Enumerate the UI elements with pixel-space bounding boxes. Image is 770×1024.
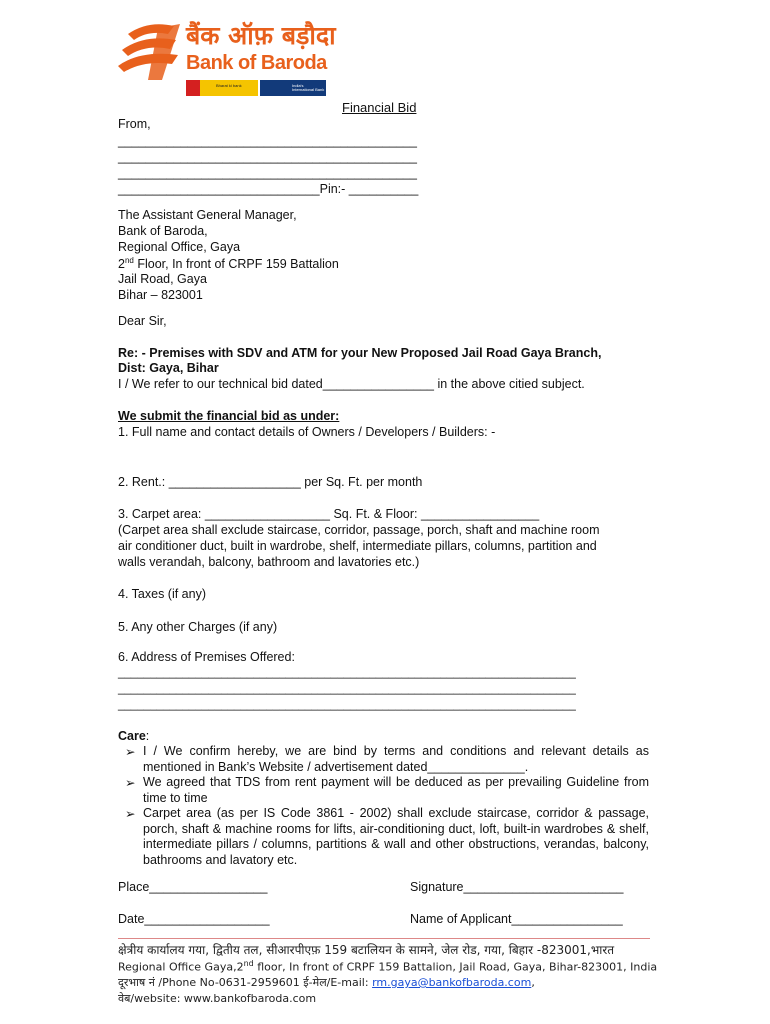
addressee-line-4 [118, 256, 339, 271]
pin-label: Pin:- [319, 182, 349, 196]
page-title: Financial Bid [342, 100, 417, 115]
footer-email-trail: , [531, 976, 535, 989]
footer-eng-b: floor, In front of CRPF 159 Battalion, Jail Road, Gaya, Bihar-823001, India [253, 960, 658, 974]
bullet-arrow-icon: ➢ [125, 807, 136, 821]
from-pin-line [118, 182, 418, 196]
footer-eng-sup: nd [243, 959, 254, 968]
item-3-note-1: (Carpet area shall exclude staircase, corridor, passage, porch, shaft and machine room [118, 523, 600, 537]
addressee-line-5: Jail Road, Gaya [118, 272, 207, 286]
care-bullet-3: Carpet area (as per IS Code 3861 - 2002) shall exclude staircase, corridor & passage, porch, shaft & machine rooms for lifts, air-conditioning duct, loft, built-in wardrobes & shelf, intermediate pillars / columns, partitions & wall and other obstructions, verandas, balcony, bathrooms and lavatory etc. [143, 806, 649, 867]
brand-badges [186, 80, 326, 96]
footer-website[interactable]: वेब/website: www.bankofbaroda.com [118, 992, 317, 1005]
item-4: 4. Taxes (if any) [118, 587, 207, 601]
submit-heading: We submit the financial bid as under: [118, 409, 340, 423]
subject-line-1: Re: - Premises with SDV and ATM for your New Proposed Jail Road Gaya Branch, [118, 346, 602, 360]
addressee-line-3: Regional Office, Gaya [118, 240, 241, 254]
item-2: 2. Rent.: ___________________ per Sq. Ft. per month [118, 475, 423, 489]
addressee-line-1: The Assistant General Manager, [118, 208, 297, 222]
footer-contact [118, 975, 535, 990]
brand-name-hindi: बैंक ऑफ़ बड़ौदा [186, 21, 336, 50]
floor-number: 2 [118, 257, 125, 272]
addressee-line-2: Bank of Baroda, [118, 224, 208, 238]
address-line-3: _______________________________________________________________________ [118, 698, 576, 711]
international-bank-badge [260, 80, 326, 96]
badge-red-block [186, 80, 200, 96]
place-field: Place_________________ [118, 880, 268, 894]
footer-eng-a: Regional Office Gaya,2 [118, 960, 244, 974]
bharat-ki-bank-badge [186, 80, 258, 96]
from-line-2: ___________________________________________ [118, 150, 417, 164]
item-5: 5. Any other Charges (if any) [118, 620, 278, 634]
footer-email-link[interactable]: rm.gaya@bankofbaroda.com [372, 976, 532, 989]
subject-line-2: Dist: Gaya, Bihar [118, 361, 219, 375]
footer-phone-hindi: दूरभाष नं [118, 976, 155, 989]
item-6: 6. Address of Premises Offered: [118, 650, 295, 664]
item-1: 1. Full name and contact details of Owners / Developers / Builders: - [118, 425, 496, 439]
brand-name-english: Bank of Baroda [186, 52, 327, 74]
footer-english-address [118, 959, 657, 974]
pin-blank: __________ [348, 182, 419, 196]
care-label: Care [118, 729, 146, 743]
from-line-1: ___________________________________________ [118, 134, 417, 148]
footer-divider [118, 938, 650, 939]
item-3-note-3: walls verandah, balcony, bathroom and lavatories etc.) [118, 555, 420, 569]
item-3-note-2: air conditioner duct, built in wardrobe, shelf, intermediate pillars, columns, partition and [118, 539, 597, 553]
salutation: Dear Sir, [118, 314, 167, 328]
item-3: 3. Carpet area: __________________ Sq. Ft. & Floor: _________________ [118, 507, 540, 521]
badge1-text: Bharat ki bank [216, 83, 242, 88]
date-field: Date__________________ [118, 912, 270, 926]
care-bullet-2: We agreed that TDS from rent payment will be deduced as per prevailing Guideline from time to time [143, 775, 649, 805]
care-bullet-1: I / We confirm hereby, we are bind by terms and conditions and relevant details as mentioned in Bank’s Website / advertisement dated______________. [143, 744, 649, 774]
pin-prefix-line: _____________________________ [118, 182, 320, 196]
subject-line-3: I / We refer to our technical bid dated________________ in the above citied subject. [118, 377, 585, 391]
footer-hindi-address: क्षेत्रीय कार्यालय गया, द्वितीय तल, सीआरपीएफ़ 159 बटालियन के सामने, जेल रोड, गया, बिहार -823001,भारत [118, 943, 615, 957]
care-heading [118, 729, 149, 743]
from-label: From, [118, 117, 151, 131]
bullet-arrow-icon: ➢ [125, 745, 136, 759]
signature-field: Signature_______________________ [410, 880, 624, 894]
bank-of-baroda-logo-icon [118, 20, 184, 82]
address-line-2: _______________________________________________________________________ [118, 682, 576, 695]
bullet-arrow-icon: ➢ [125, 776, 136, 790]
from-line-3: ___________________________________________ [118, 166, 417, 180]
care-colon: : [145, 729, 150, 743]
address-line-1: _______________________________________________________________________ [118, 666, 576, 679]
applicant-name-field: Name of Applicant________________ [410, 912, 623, 926]
addressee-line-6: Bihar – 823001 [118, 288, 203, 302]
floor-superscript: nd [124, 256, 134, 265]
floor-rest: Floor, In front of CRPF 159 Battalion [133, 257, 339, 272]
footer-phone: /Phone No-0631-2959601 ई-मेल/E-mail: [154, 976, 373, 989]
badge2-text: India's International Bank [292, 83, 325, 92]
